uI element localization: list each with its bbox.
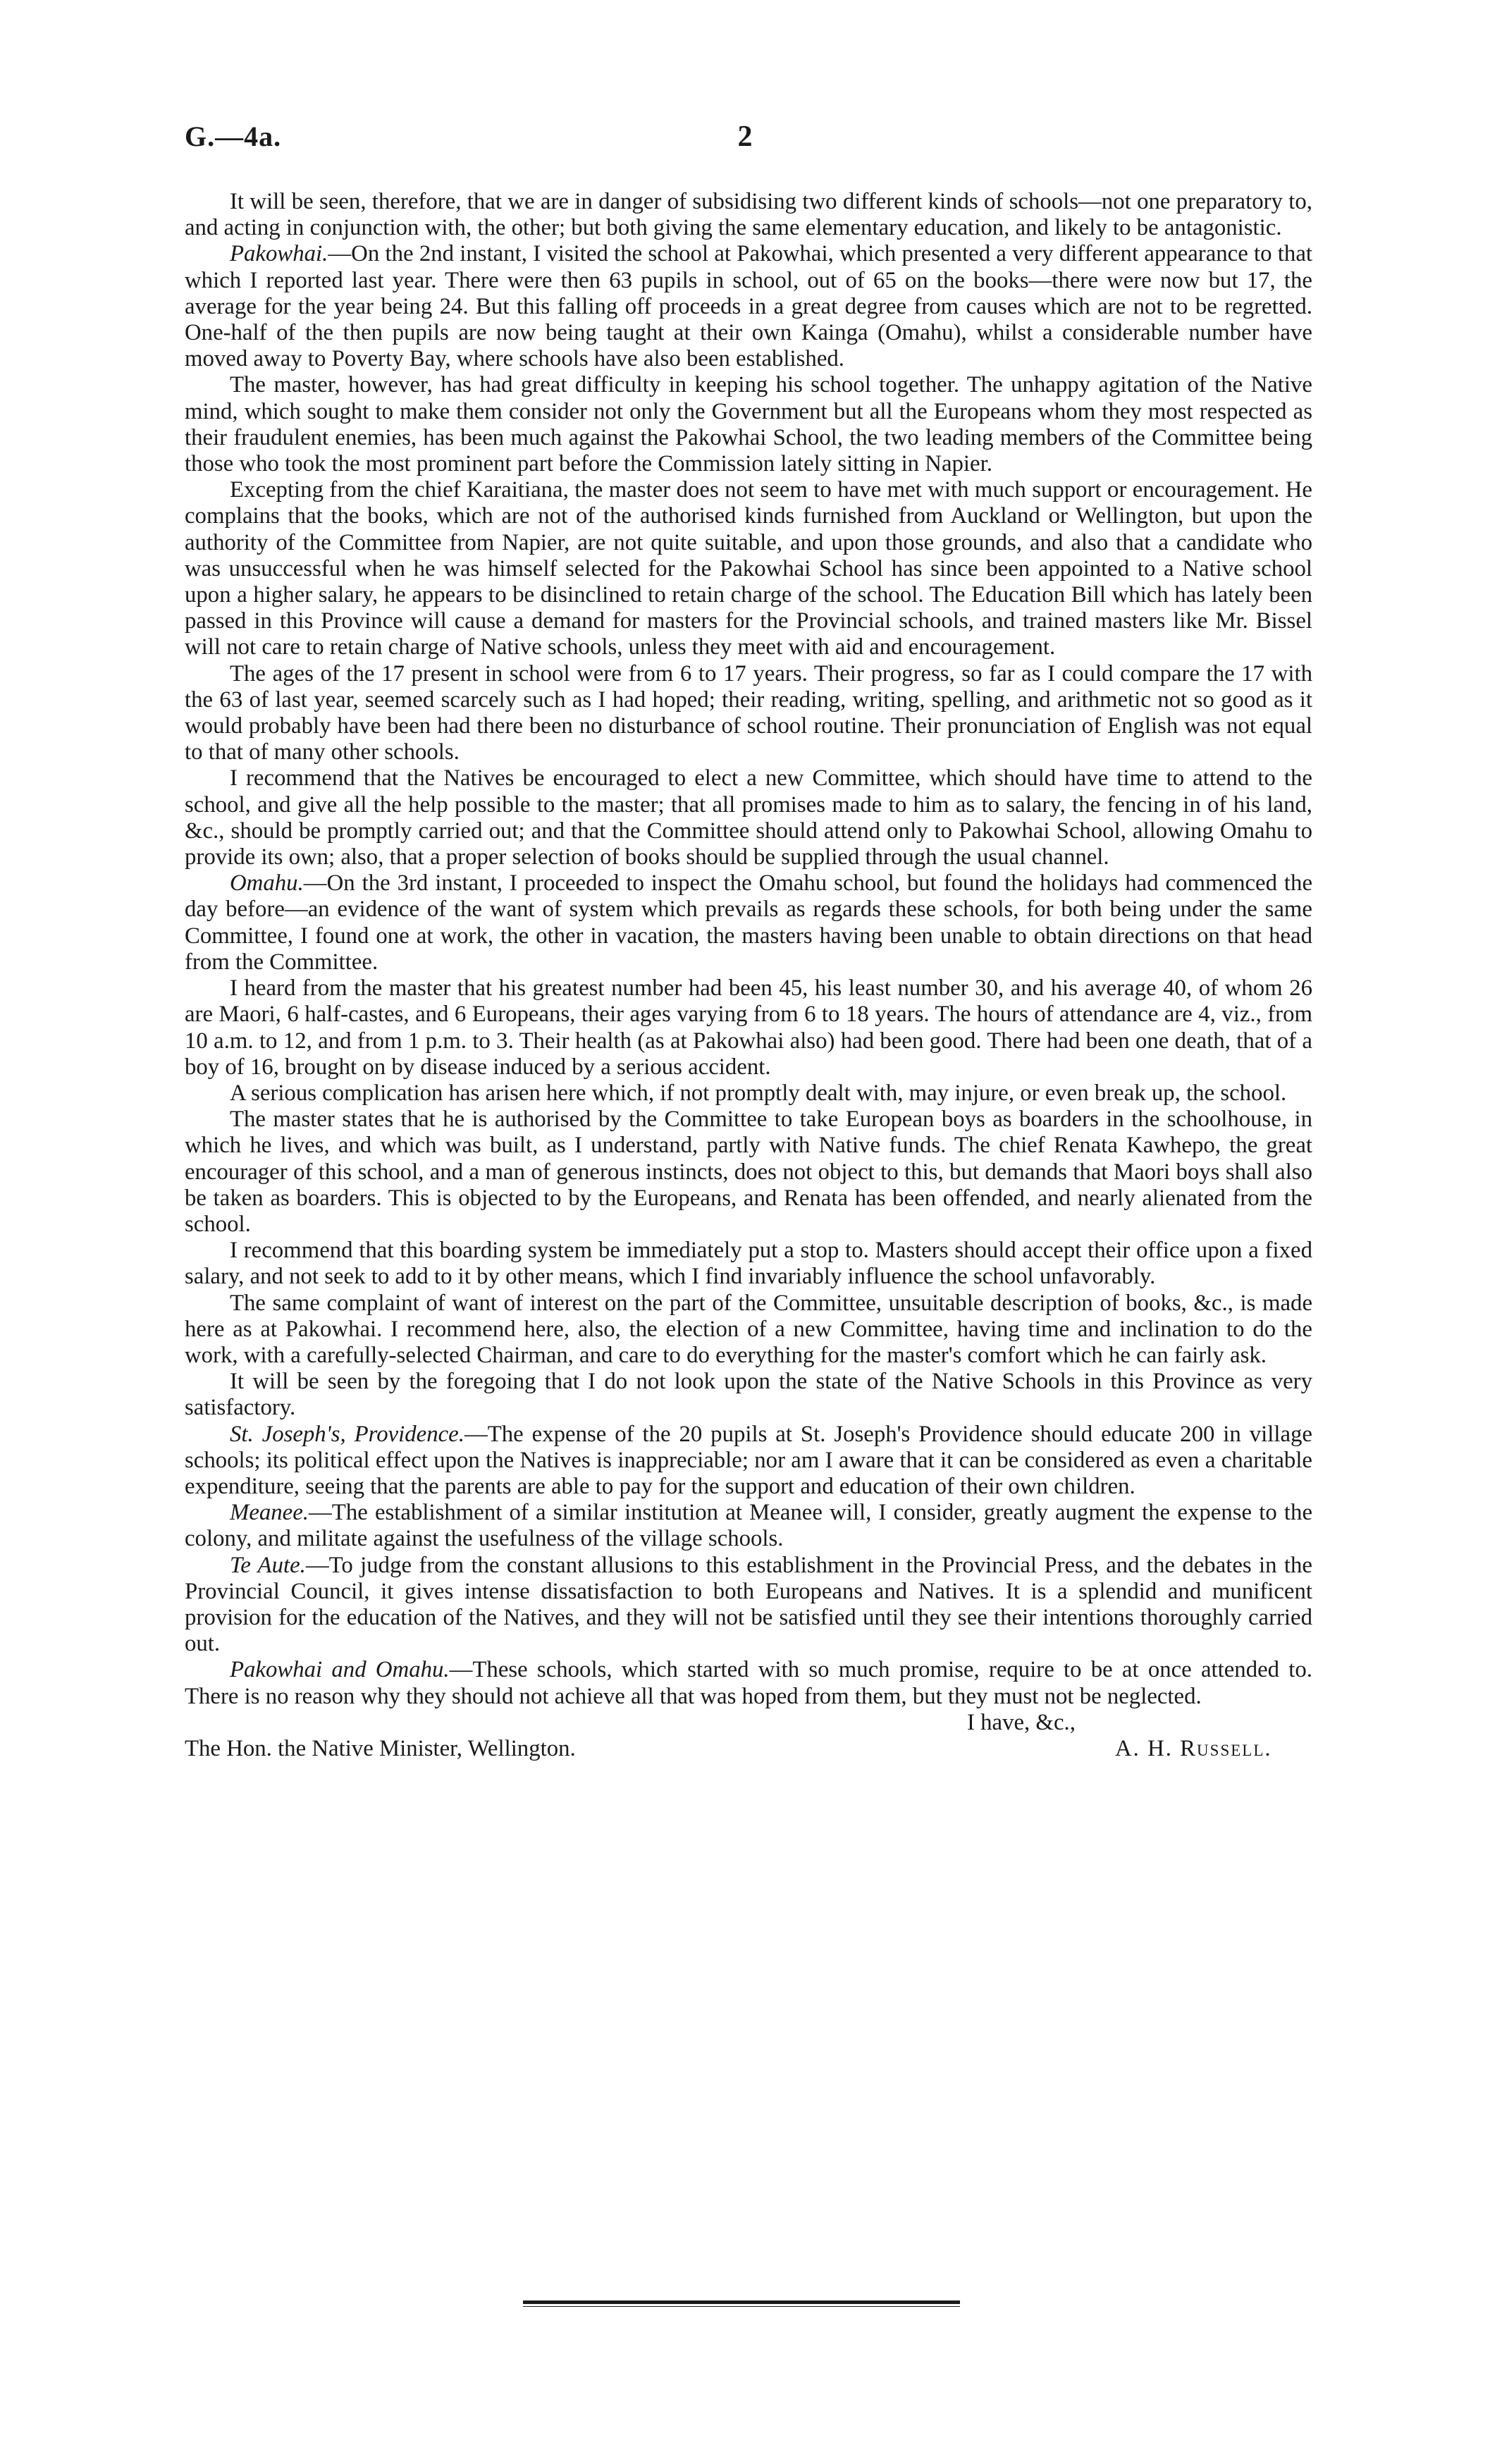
paragraph	[185, 765, 1312, 870]
paragraph-text: I heard from the master that his greatest number had been 45, his least number 30, and his average 40, of whom 26 are Maori, 6 half-castes, and 6 Europeans, their ages varying from 6 to 18 years. The hours of attendance are 4, viz., from 10 a.m. to 12, and from 1 p.m. to 3. Their health (as at Pakowhai also) had been good. There had been one death, that of a boy of 16, brought on by disease induced by a serious accident.	[185, 975, 1312, 1080]
document-reference: G.—4a.	[185, 121, 282, 152]
paragraph	[185, 1290, 1312, 1369]
page-number: 2	[737, 121, 753, 153]
paragraph-lead: Te Aute.	[230, 1552, 306, 1578]
paragraph-text: I recommend that the Natives be encouraged to elect a new Committee, which should have time to attend to the school, and give all the help possible to the master; that all promises made to him as to salary, the fencing in of his land, &c., should be promptly carried out; and that the Committee should attend only to Pakowhai School, allowing Omahu to provide its own; also, that a proper selection of books should be supplied through the usual channel.	[185, 765, 1312, 870]
paragraph	[185, 1238, 1312, 1290]
page-header	[185, 120, 1305, 169]
paragraph-text: Excepting from the chief Karaitiana, the master does not seem to have met with much support or encouragement. He complains that the books, which are not of the authorised kinds furnished from Auckland or Wellington, but upon the authority of the Committee from Napier, are not quite suitable, and upon those grounds, and also that a candidate who was unsuccessful when he was himself selected for the Pakowhai School has since been appointed to a Native school upon a higher salary, he appears to be disinclined to retain charge of the school. The Education Bill which has lately been passed in this Province will cause a demand for masters for the Provincial schools, and trained masters like Mr. Bissel will not care to retain charge of Native schools, unless they meet with aid and encouragement.	[185, 477, 1312, 660]
paragraph-text: —These schools, which started with so much promise, require to be at once attended to. There is no reason why they should not achieve all that was hoped from them, but they must not be neglected.	[185, 1657, 1312, 1709]
paragraph	[185, 1369, 1312, 1421]
paragraph-text: It will be seen by the foregoing that I do not look upon the state of the Native Schools in this Province as very satisfactory.	[185, 1369, 1312, 1421]
signature: A. H. Russell.	[1115, 1735, 1272, 1761]
closing-salutation: I have, &c.,	[967, 1709, 1076, 1735]
paragraph-text: It will be seen, therefore, that we are in danger of subsidising two different kinds of schools—not one preparatory to, and acting in conjunction with, the other; but both giving the same elementary education, and likely to be antagonistic.	[185, 189, 1312, 241]
paragraph-text: —The expense of the 20 pupils at St. Joseph's Providence should educate 200 in village schools; its political effect upon the Natives is inappreciable; nor am I aware that it can be considered as even a charitable expenditure, seeing that the parents are able to pay for the support and education of their own children.	[185, 1421, 1312, 1499]
paragraph-text: —To judge from the constant allusions to this establishment in the Provincial Press, and the debates in the Provincial Council, it gives intense dissatisfaction to both Europeans and Natives. It is a splendid and munificent provision for the education of the Natives, and they will not be satisfied until they see their intentions thoroughly carried out.	[185, 1552, 1312, 1657]
paragraph-text: The master states that he is authorised by the Committee to take European boys as boarders in the schoolhouse, in which he lives, and which was built, as I understand, partly with Native funds. The chief Renata Kawhepo, the great encourager of this school, and a man of generous instincts, does not object to this, but demands that Maori boys shall also be taken as boarders. This is objected to by the Europeans, and Renata has been offended, and nearly alienated from the school.	[185, 1107, 1312, 1237]
paragraph	[185, 1080, 1312, 1107]
paragraph-lead: Meanee.	[230, 1500, 309, 1526]
closing-rule	[523, 2300, 960, 2304]
paragraph-lead: Omahu.	[230, 870, 304, 897]
paragraph	[185, 241, 1312, 372]
paragraph	[185, 870, 1312, 975]
paragraph	[185, 661, 1312, 766]
paragraph	[185, 1107, 1312, 1238]
closing-rule-thin	[523, 2306, 960, 2307]
paragraph-text: —On the 2nd instant, I visited the school at Pakowhai, which presented a very different appearance to that which I reported last year. There were then 63 pupils in school, out of 65 on the books—there were now but 17, the average for the year being 24. But this falling off proceeds in a great degree from causes which are not to be regretted. One-half of the then pupils are now being taught at their own Kainga (Omahu), whilst a considerable number have moved away to Poverty Bay, where schools have also been established.	[185, 241, 1312, 372]
paragraph	[185, 189, 1312, 241]
paragraph-text: —The establishment of a similar institution at Meanee will, I consider, greatly augment the expense to the colony, and militate against the usefulness of the village schools.	[185, 1500, 1312, 1552]
paragraph-text: The same complaint of want of interest on the part of the Committee, unsuitable description of books, &c., is made here as at Pakowhai. I recommend here, also, the election of a new Committee, having time and inclination to do the work, with a carefully-selected Chairman, and care to do everything for the master's comfort which he can fairly ask.	[185, 1290, 1312, 1368]
addressee: The Hon. the Native Minister, Wellington.	[185, 1735, 576, 1761]
paragraph-text: —On the 3rd instant, I proceeded to inspect the Omahu school, but found the holidays had commenced the day before—an evidence of the want of system which prevails as regards these schools, for both being under the same Committee, I found one at work, the other in vacation, the masters having been unable to obtain directions on that head from the Committee.	[185, 870, 1312, 975]
paragraph-text: A serious complication has arisen here which, if not promptly dealt with, may injure, or even break up, the school.	[230, 1080, 1287, 1106]
closing-salutation-row	[185, 1710, 1312, 1736]
paragraph-lead: St. Joseph's, Providence.	[230, 1421, 464, 1447]
paragraph-text: The master, however, has had great difficulty in keeping his school together. The unhappy agitation of the Native mind, which sought to make them consider not only the Government but all the Europeans whom they most respected as their fraudulent enemies, has been much against the Pakowhai School, the two leading members of the Committee being those who took the most prominent part before the Commission lately sitting in Napier.	[185, 372, 1312, 477]
signature-row	[185, 1736, 1312, 1762]
paragraph-text: I recommend that this boarding system be immediately put a stop to. Masters should accept their office upon a fixed salary, and not seek to add to it by other means, which I find invariably influence the school unfavorably.	[185, 1238, 1312, 1290]
paragraph	[185, 1422, 1312, 1501]
paragraph	[185, 975, 1312, 1080]
paragraph	[185, 477, 1312, 660]
paragraph	[185, 372, 1312, 477]
paragraph	[185, 1657, 1312, 1709]
report-body	[185, 189, 1312, 1762]
paragraph-lead: Pakowhai and Omahu.	[230, 1657, 450, 1683]
paragraph-text: The ages of the 17 present in school were from 6 to 17 years. Their progress, so far as I could compare the 17 with the 63 of last year, seemed scarcely such as I had hoped; their reading, writing, spelling, and arithmetic not so good as it would probably have been had there been no disturbance of school routine. Their pronunciation of English was not equal to that of many other schools.	[185, 660, 1312, 765]
paragraph-lead: Pakowhai.	[230, 241, 328, 267]
paragraph	[185, 1553, 1312, 1658]
paragraph	[185, 1500, 1312, 1552]
